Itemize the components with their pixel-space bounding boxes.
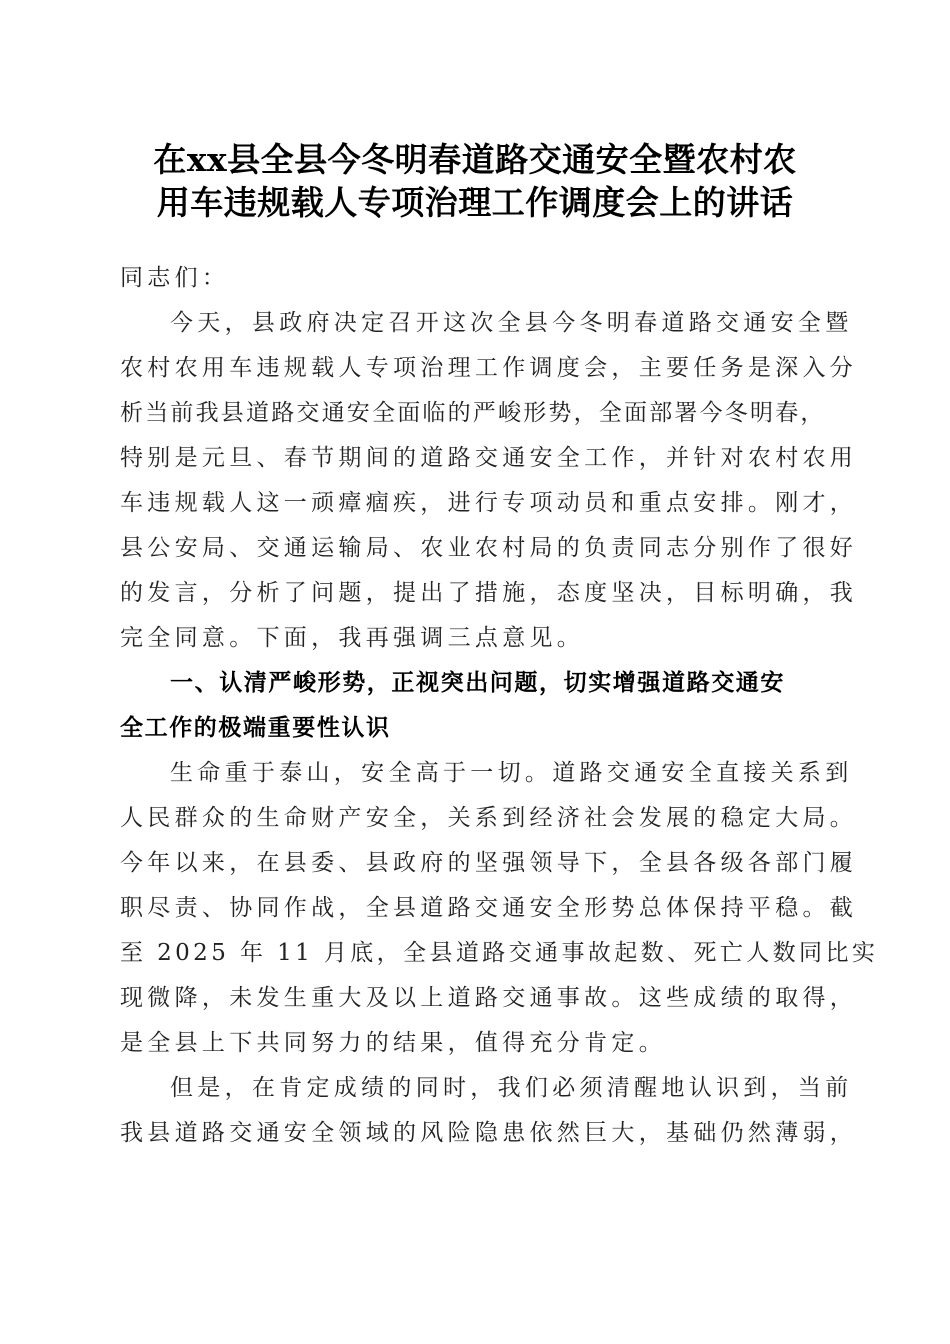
paragraph-line: 生命重于泰山，安全高于一切。道路交通安全直接关系到 [170,760,853,786]
paragraph-line: 但是，在肯定成绩的同时，我们必须清醒地认识到，当前 [170,1075,853,1101]
paragraph-line: 车违规载人这一顽瘴痼疾，进行专项动员和重点安排。刚才， [120,490,858,516]
paragraph-line: 我县道路交通安全领域的风险隐患依然巨大，基础仍然薄弱， [120,1120,858,1146]
paragraph-line: 是全县上下共同努力的结果，值得充分肯定。 [120,1030,666,1056]
paragraph-line: 农村农用车违规载人专项治理工作调度会，主要任务是深入分 [120,355,858,381]
paragraph-opening [120,301,858,661]
title-line: 在xx县全县今冬明春道路交通安全暨农村农 [153,140,797,179]
paragraph-line: 完全同意。下面，我再强调三点意见。 [120,625,585,651]
heading-line: 一、认清严峻形势，正视突出问题，切实增强道路交通安 [170,670,785,696]
paragraph-line: 特别是元旦、春节期间的道路交通安全工作，并针对农村农用 [120,445,858,471]
paragraph-line: 今年以来，在县委、县政府的坚强领导下，全县各级各部门履 [120,850,858,876]
heading-line: 全工作的极端重要性认识 [120,715,391,741]
paragraph-line: 县公安局、交通运输局、农业农村局的负责同志分别作了很好 [120,535,858,561]
section-heading-1 [120,661,832,751]
paragraph-risks [120,1066,858,1156]
document-title [100,138,850,224]
title-line: 用车违规载人专项治理工作调度会上的讲话 [156,183,794,222]
paragraph-line: 析当前我县道路交通安全面临的严峻形势，全面部署今冬明春， [120,400,826,426]
paragraph-line: 至 2025 年 11 月底，全县道路交通事故起数、死亡人数同比实 [120,940,879,966]
paragraph-line: 今天，县政府决定召开这次全县今冬明春道路交通安全暨 [170,310,853,336]
paragraph-line: 人民群众的生命财产安全，关系到经济社会发展的稳定大局。 [120,805,858,831]
paragraph-line: 的发言，分析了问题，提出了措施，态度坚决，目标明确，我 [120,580,858,606]
paragraph-line: 现微降，未发生重大及以上道路交通事故。这些成绩的取得， [120,985,858,1011]
salutation: 同志们： [120,265,230,291]
paragraph-achievements [120,751,879,1066]
document-body [120,256,879,1156]
paragraph-line: 职尽责、协同作战，全县道路交通安全形势总体保持平稳。截 [120,895,858,921]
